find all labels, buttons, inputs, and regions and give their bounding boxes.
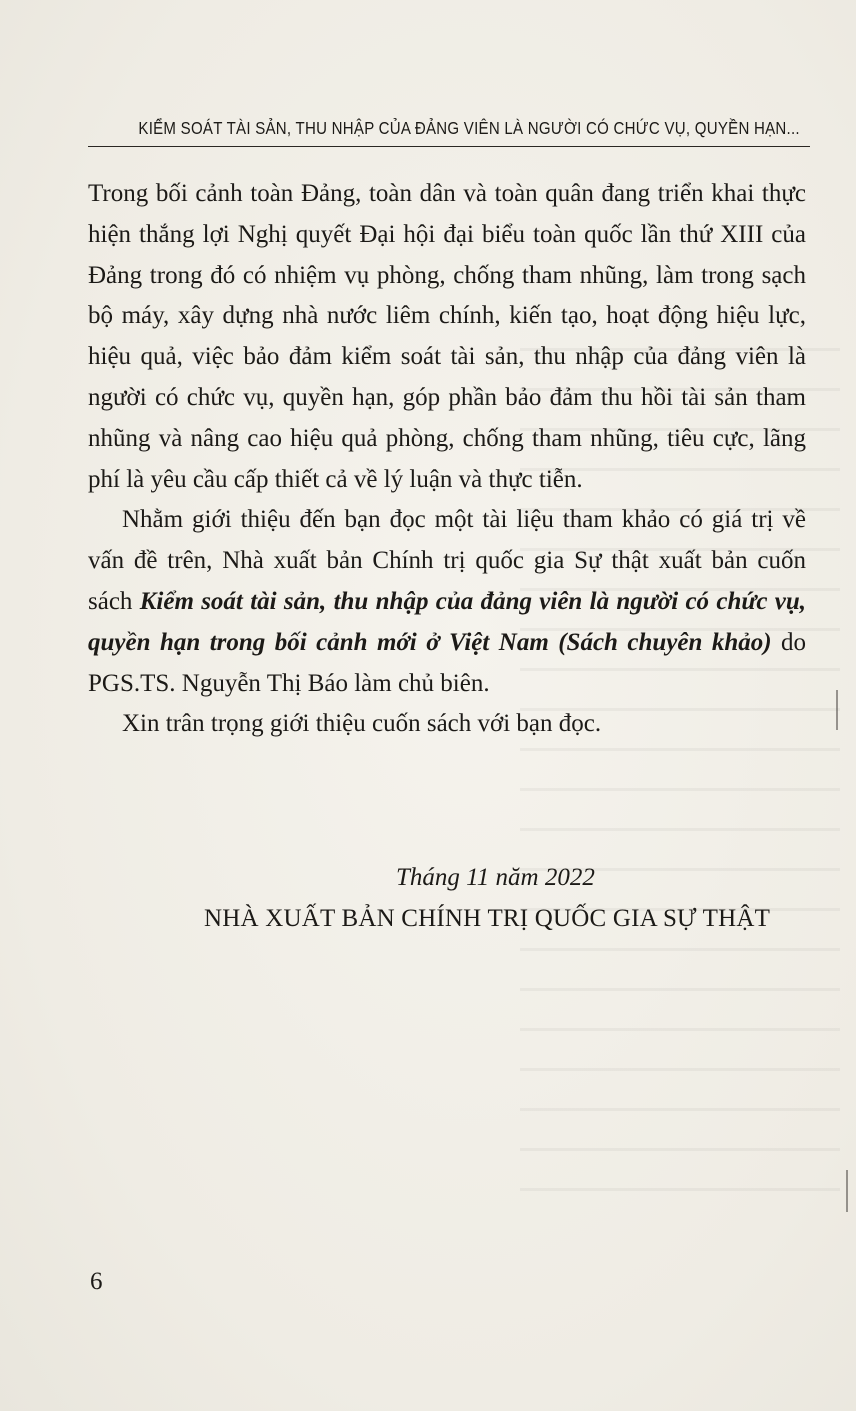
paragraph-text-before-title: Nhằm giới thiệu đến bạn đọc một tài liệu tham khảo có giá trị về vấn đề trên, Nhà xuất bản Chính trị quốc gia Sự thật xuất bản cuốn sách	[88, 506, 806, 615]
body-text	[88, 174, 806, 745]
paragraph-intro: Trong bối cảnh toàn Đảng, toàn dân và toàn quân đang triển khai thực hiện thắng lợi Nghị quyết Đại hội đại biểu toàn quốc lần thứ XIII của Đảng trong đó có nhiệm vụ phòng, chống tham nhũng, làm trong sạch bộ máy, xây dựng nhà nước liêm chính, kiến tạo, hoạt động hiệu lực, hiệu quả, việc bảo đảm kiểm soát tài sản, thu nhập của đảng viên là người có chức vụ, quyền hạn, góp phần bảo đảm thu hồi tài sản tham nhũng và nâng cao hiệu quả phòng, chống tham nhũng, tiêu cực, lãng phí là yêu cầu cấp thiết cả về lý luận và thực tiễn.	[88, 180, 806, 493]
book-title: Kiểm soát tài sản, thu nhập của đảng viên là người có chức vụ, quyền hạn trong bối cảnh mới ở Việt Nam (Sách chuyên khảo)	[88, 587, 806, 656]
publisher-name: NHÀ XUẤT BẢN CHÍNH TRỊ QUỐC GIA SỰ THẬT	[204, 904, 771, 932]
page-number: 6	[90, 1268, 103, 1295]
paragraph-book-introduction	[88, 500, 806, 704]
running-head: KIỂM SOÁT TÀI SẢN, THU NHẬP CỦA ĐẢNG VIÊN LÀ NGƯỜI CÓ CHỨC VỤ, QUYỀN HẠN...	[138, 118, 800, 138]
paragraph-text-after-title: do PGS.TS. Nguyễn Thị Báo làm chủ biên.	[88, 628, 807, 697]
header-rule	[88, 146, 810, 147]
edge-mark	[846, 1170, 848, 1212]
signature-block	[88, 858, 808, 940]
publication-date: Tháng 11 năm 2022	[396, 864, 595, 891]
edge-mark	[836, 690, 838, 730]
paragraph-closing-remark: Xin trân trọng giới thiệu cuốn sách với bạn đọc.	[122, 710, 602, 738]
